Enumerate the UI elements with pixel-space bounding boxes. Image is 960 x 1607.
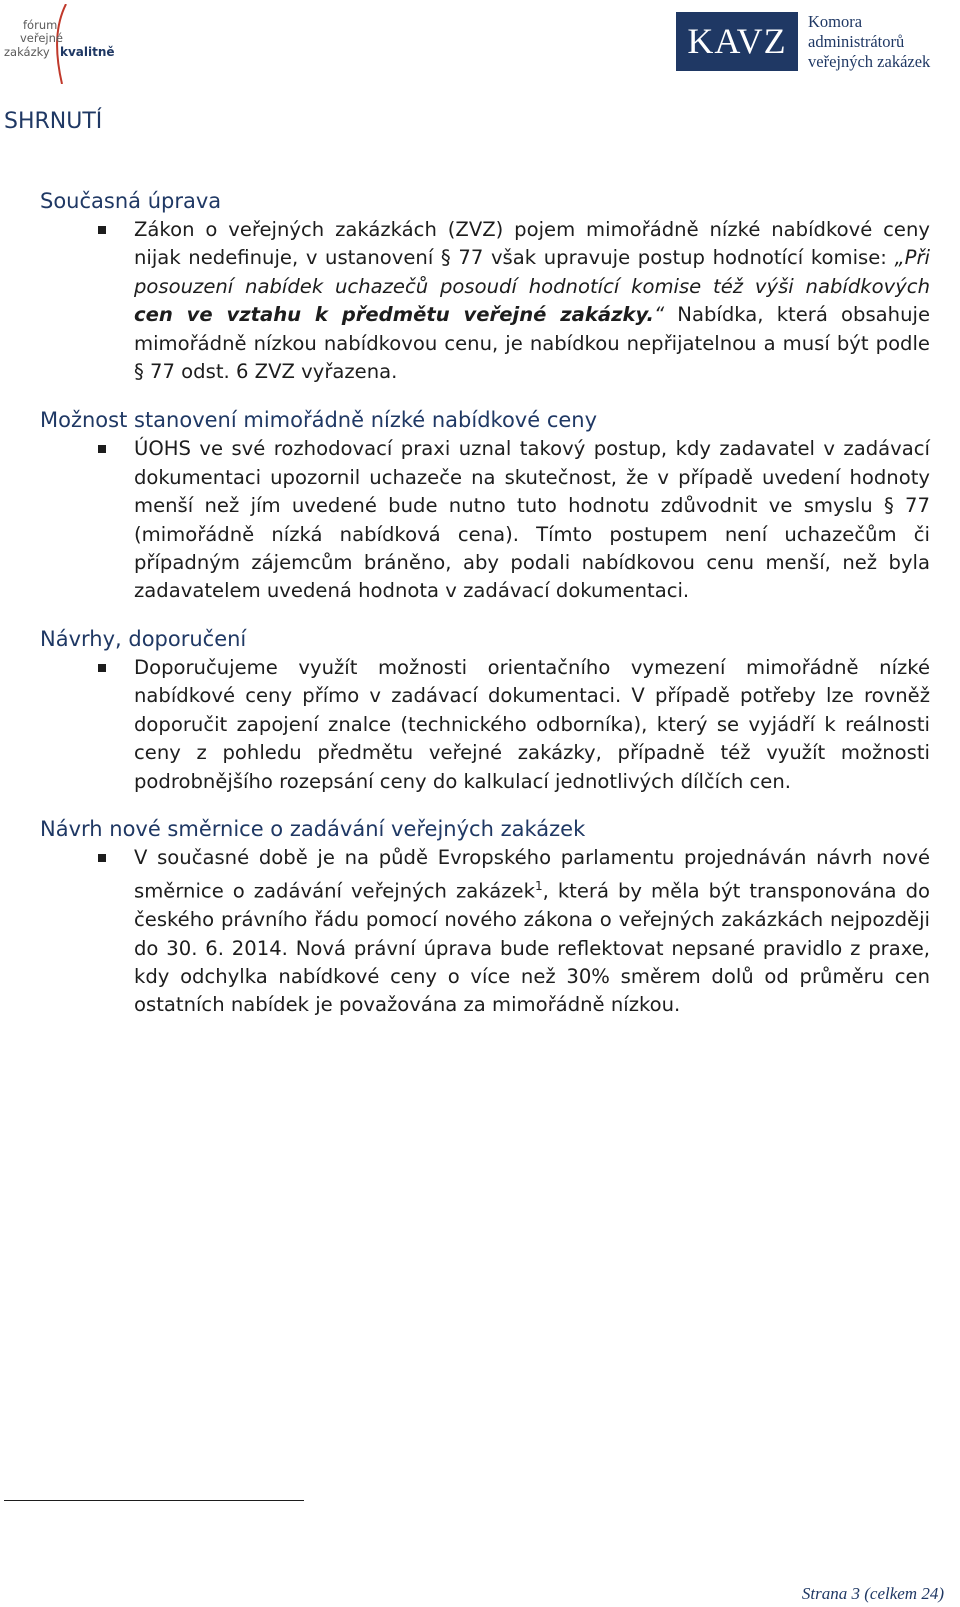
kavz-line-3: veřejných zakázek (808, 52, 931, 71)
logo-line-verejne: veřejné (20, 31, 63, 45)
section-heading: Současná úprava (40, 189, 222, 213)
section-navrh-smernice (40, 814, 930, 1020)
forum-verejne-zakazky-logo (4, 4, 124, 80)
page-number: Strana 3 (celkem 24) (801, 1584, 944, 1603)
summary-content (40, 186, 930, 1038)
list-item (134, 654, 930, 796)
paragraph-text-2: , která by měla být transponována do českého právního řádu pomocí nového zákona o veřejných zakázkách nejpozději do 30. 6. 2014. Nová právní úprava bude reflektovat nepsané pravidlo z praxe, kdy odchylka nabídkové ceny o více než 30% směrem dolů od průměru cen ostatních nabídek je považována za mimořádně nízkou. (134, 879, 930, 1017)
section-heading: Možnost stanovení mimořádně nízké nabídkové ceny (40, 408, 598, 433)
bullet-icon (98, 854, 106, 862)
paragraph-text: Zákon o veřejných zakázkách (ZVZ) pojem mimořádně nízké nabídkové ceny nijak nedefinuje, v ustanovení § 77 však upravuje postup hodnotící komise: (134, 218, 930, 270)
logo-line-kvalitne: kvalitně (60, 45, 115, 59)
paragraph-text: ÚOHS ve své rozhodovací praxi uznal takový postup, kdy zadavatel v zadávací dokumentaci upozornil uchazeče na skutečnost, že v případě uvedení hodnoty menší než jím uvedené bude nutno tuto hodnotu zdůvodnit ve smyslu § 77 (mimořádně nízká nabídková cena). Tímto postupem není uchazečům či případným zájemcům bráněno, aby podali nabídkovou cenu menší, než byla zadavatelem uvedená hodnota v zadávací dokumentaci. (134, 437, 930, 603)
paragraph (134, 216, 930, 386)
section-moznost-stanoveni (40, 405, 930, 605)
paragraph-text: V současné době je na půdě Evropského parlamentu projednáván návrh nové směrnice o zadávání veřejných zakázek (134, 845, 930, 903)
bullet-icon (98, 664, 106, 672)
quote-close: “ (653, 303, 665, 327)
paragraph (134, 844, 930, 1020)
page-title: SHRNUTÍ (4, 109, 103, 134)
section-soucasna-uprava (40, 186, 930, 386)
section-heading: Návrhy, doporučení (40, 626, 247, 651)
logo-line-forum: fórum (23, 18, 58, 32)
list-item (134, 435, 930, 605)
list-item (134, 844, 930, 1020)
footnote-separator (4, 1500, 304, 1501)
bullet-icon (98, 226, 106, 234)
bullet-icon (98, 445, 106, 453)
kavz-line-2: administrátorů (808, 32, 905, 51)
section-heading: Návrh nové směrnice o zadávání veřejných zakázek (40, 816, 586, 841)
section-navrhy-doporuceni (40, 624, 930, 796)
paragraph-text-2: Nabídka, která obsahuje mimořádně nízkou nabídkovou cenu, je nabídkou nepřijatelnou a musí být podle § 77 odst. 6 ZVZ vyřazena. (134, 303, 931, 384)
list-item (134, 216, 930, 386)
paragraph-text: Doporučujeme využít možnosti orientačního vymezení mimořádně nízké nabídkové ceny přímo v zadávací dokumentaci. V případě potřeby lze rovněž doporučit zapojení znalce (technického odborníka), který se vyjádří k reálnosti ceny z pohledu předmětu veřejné zakázky, případně též využít možnosti podrobnějšího rozepsání ceny do kalkulací jednotlivých dílčích cen. (134, 655, 930, 793)
kavz-logo-mark: KAVZ (676, 12, 798, 71)
kavz-logo-text (808, 12, 930, 72)
logo-line-zakazky: zakázky (4, 45, 50, 59)
quote-bold-text: cen ve vztahu k předmětu veřejné zakázky. (134, 303, 654, 327)
footnote-reference[interactable]: 1 (534, 879, 543, 894)
kavz-line-1: Komora (808, 12, 863, 31)
quote-text: „Při posouzení nabídek uchazečů posoudí hodnotící komise též výši nabídkových (134, 246, 930, 298)
